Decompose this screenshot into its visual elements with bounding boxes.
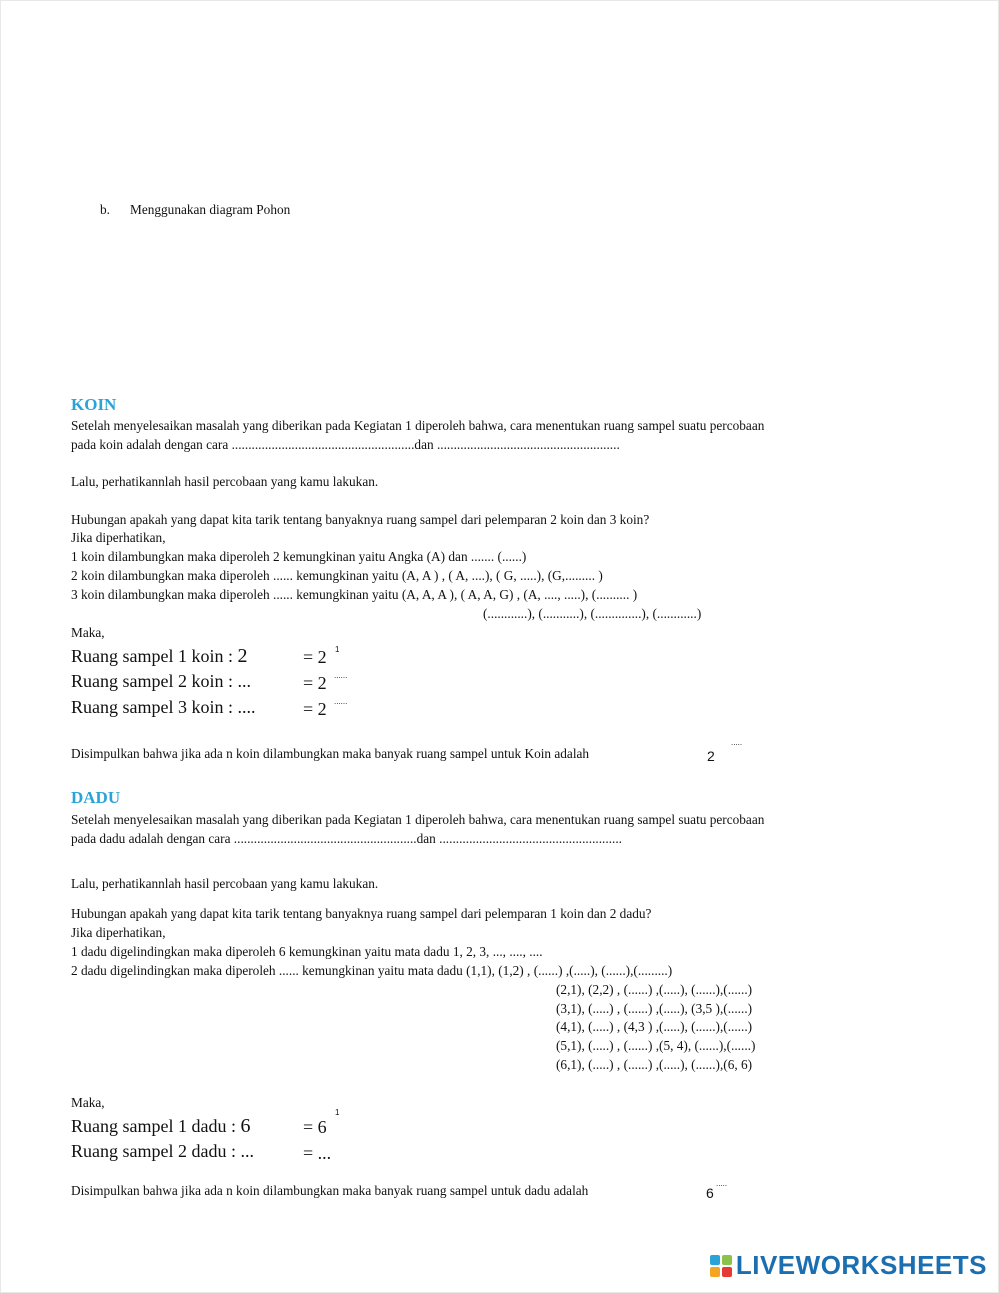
dadu-row-3: (3,1), (.....) , (......) ,(.....), (3,5 ),(......) xyxy=(556,1001,753,1016)
dadu-row-5: (5,1), (.....) , (......) ,(5, 4), (......),(......) xyxy=(556,1038,756,1053)
dadu-line-1: 1 dadu digelindingkan maka diperoleh 6 kemungkinan yaitu mata dadu 1, 2, 3, ..., ...., .... xyxy=(71,944,543,959)
dadu-rs-1-value: 6 xyxy=(240,1115,251,1137)
dadu-lalu: Lalu, perhatikannlah hasil percobaan yang kamu lakukan. xyxy=(71,876,379,891)
dadu-conclusion: Disimpulkan bahwa jika ada n koin dilambungkan maka banyak ruang sampel untuk dadu adalah xyxy=(71,1183,589,1198)
koin-rs-1-label: Ruang sampel 1 koin : xyxy=(71,646,238,666)
koin-rs-2-exp: ...... xyxy=(334,671,348,680)
koin-jika: Jika diperhatikan, xyxy=(71,530,166,545)
dadu-rs-1-label: Ruang sampel 1 dadu : xyxy=(71,1116,241,1136)
koin-rs-2-eq: = 2 xyxy=(303,673,327,693)
dadu-heading: DADU xyxy=(71,788,121,807)
koin-ruang-sampel-1 xyxy=(71,645,247,668)
dadu-conclusion-base: 6 xyxy=(706,1185,714,1201)
koin-line-4: (............), (...........), (..............), (............) xyxy=(483,606,702,621)
koin-intro-line-1: Setelah menyelesaikan masalah yang diberikan pada Kegiatan 1 diperoleh bahwa, cara menentukan ruang sampel suatu percobaan xyxy=(71,418,765,433)
koin-lalu: Lalu, perhatikannlah hasil percobaan yang kamu lakukan. xyxy=(71,474,379,489)
dadu-line-2: 2 dadu digelindingkan maka diperoleh ...... kemungkinan yaitu mata dadu (1,1), (1,2) , (......) ,(.....), (......),(.........) xyxy=(71,963,673,978)
dadu-rs-1-exp: 1 xyxy=(335,1108,340,1117)
koin-maka: Maka, xyxy=(71,625,105,640)
koin-conclusion: Disimpulkan bahwa jika ada n koin dilambungkan maka banyak ruang sampel untuk Koin adalah xyxy=(71,746,590,761)
dadu-rs-1-eq: = 6 xyxy=(303,1117,327,1137)
logo-text: LIVEWORKSHEETS xyxy=(735,1250,987,1280)
dadu-row-2: (2,1), (2,2) , (......) ,(.....), (......),(......) xyxy=(556,982,753,997)
dadu-ruang-sampel-1 xyxy=(71,1115,250,1138)
logo-blocks-icon xyxy=(710,1255,732,1277)
koin-conclusion-base: 2 xyxy=(707,748,715,764)
koin-question: Hubungan apakah yang dapat kita tarik tentang banyaknya ruang sampel dari pelemparan 2 koin dan 3 koin? xyxy=(71,512,650,527)
dadu-row-4: (4,1), (.....) , (4,3 ) ,(.....), (......),(......) xyxy=(556,1019,753,1034)
dadu-maka: Maka, xyxy=(71,1095,105,1110)
koin-rs-1-exp: 1 xyxy=(335,645,340,654)
koin-line-3: 3 koin dilambungkan maka diperoleh ...... kemungkinan yaitu (A, A, A ), ( A, A, G) , (A, ...., .....), (.......... ) xyxy=(71,587,638,602)
koin-line-2: 2 koin dilambungkan maka diperoleh ...... kemungkinan yaitu (A, A ) , ( A, ....), ( G, .....), (G,......... ) xyxy=(71,568,603,583)
dadu-intro-line-1: Setelah menyelesaikan masalah yang diberikan pada Kegiatan 1 diperoleh bahwa, cara menentukan ruang sampel suatu percobaan xyxy=(71,812,765,827)
dadu-jika: Jika diperhatikan, xyxy=(71,925,166,940)
koin-heading: KOIN xyxy=(71,395,117,414)
section-b-label: Menggunakan diagram Pohon xyxy=(130,202,291,217)
dadu-intro-line-2: pada dadu adalah dengan cara .......................................................dan ....................................................... xyxy=(71,831,622,846)
dadu-rs-2-eq: = ... xyxy=(303,1143,332,1163)
liveworksheets-logo xyxy=(710,1250,987,1281)
dadu-question: Hubungan apakah yang dapat kita tarik tentang banyaknya ruang sampel dari pelemparan 1 koin dan 2 dadu? xyxy=(71,906,652,921)
list-marker: b. xyxy=(100,202,110,217)
koin-ruang-sampel-2: Ruang sampel 2 koin : ... xyxy=(71,671,251,691)
koin-ruang-sampel-3: Ruang sampel 3 koin : .... xyxy=(71,697,256,717)
dadu-ruang-sampel-2: Ruang sampel 2 dadu : ... xyxy=(71,1141,254,1161)
dadu-conclusion-exp: ..... xyxy=(716,1179,728,1188)
dadu-row-6: (6,1), (.....) , (......) ,(.....), (......),(6, 6) xyxy=(556,1057,753,1072)
koin-rs-1-eq: = 2 xyxy=(303,647,327,667)
koin-conclusion-exp: ..... xyxy=(731,738,743,747)
koin-rs-3-exp: ...... xyxy=(334,697,348,706)
koin-intro-line-2: pada koin adalah dengan cara .......................................................dan ....................................................... xyxy=(71,437,620,452)
koin-rs-3-eq: = 2 xyxy=(303,699,327,719)
koin-line-1: 1 koin dilambungkan maka diperoleh 2 kemungkinan yaitu Angka (A) dan ....... (......) xyxy=(71,549,527,564)
koin-rs-1-value: 2 xyxy=(237,645,248,667)
